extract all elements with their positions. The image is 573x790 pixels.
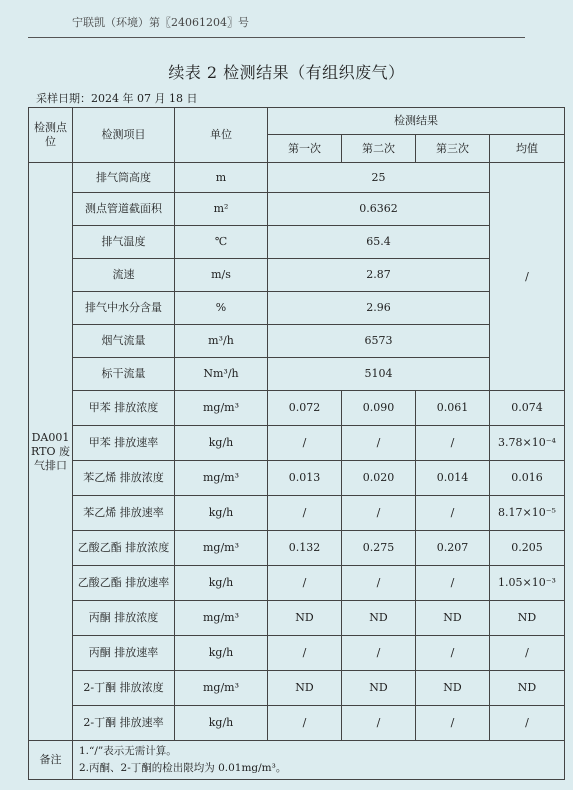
value: 25 xyxy=(268,163,490,193)
average-value: ND xyxy=(490,671,565,706)
unit: kg/h xyxy=(175,636,268,671)
unit: kg/h xyxy=(175,496,268,531)
table-row xyxy=(29,391,565,426)
value: / xyxy=(342,496,416,531)
item-name: 苯乙烯 排放浓度 xyxy=(73,461,175,496)
header-unit: 单位 xyxy=(175,108,268,163)
value: 0.020 xyxy=(342,461,416,496)
value: 65.4 xyxy=(268,226,490,259)
value: / xyxy=(416,566,490,601)
notes-row xyxy=(29,741,565,780)
unit: mg/m³ xyxy=(175,461,268,496)
value: 0.013 xyxy=(268,461,342,496)
average-value: 3.78×10⁻⁴ xyxy=(490,426,565,461)
item-name: 流速 xyxy=(73,259,175,292)
item-name: 烟气流量 xyxy=(73,325,175,358)
item-name: 2-丁酮 排放速率 xyxy=(73,706,175,741)
table-row xyxy=(29,531,565,566)
value: 0.090 xyxy=(342,391,416,426)
unit: kg/h xyxy=(175,706,268,741)
unit: mg/m³ xyxy=(175,531,268,566)
average-value: 8.17×10⁻⁵ xyxy=(490,496,565,531)
value: ND xyxy=(268,671,342,706)
value: / xyxy=(268,426,342,461)
item-name: 丙酮 排放浓度 xyxy=(73,601,175,636)
value: 2.87 xyxy=(268,259,490,292)
table-row xyxy=(29,193,565,226)
item-name: 排气筒高度 xyxy=(73,163,175,193)
value: / xyxy=(342,566,416,601)
header-first: 第一次 xyxy=(268,135,342,163)
notes xyxy=(73,741,565,780)
item-name: 苯乙烯 排放速率 xyxy=(73,496,175,531)
note-line: 2.丙酮、2-丁酮的检出限均为 0.01mg/m³。 xyxy=(79,762,287,774)
value: 0.072 xyxy=(268,391,342,426)
sample-date: 采样日期：2024 年 07 月 18 日 xyxy=(36,92,198,105)
table-row xyxy=(29,706,565,741)
unit: mg/m³ xyxy=(175,391,268,426)
table-row xyxy=(29,461,565,496)
value: / xyxy=(342,426,416,461)
value: 6573 xyxy=(268,325,490,358)
notes-label: 备注 xyxy=(29,741,73,780)
point-name: DA001 RTO 废气排口 xyxy=(29,163,73,741)
item-name: 排气中水分含量 xyxy=(73,292,175,325)
item-name: 标干流量 xyxy=(73,358,175,391)
unit: m xyxy=(175,163,268,193)
value: 0.207 xyxy=(416,531,490,566)
header-third: 第三次 xyxy=(416,135,490,163)
average-value: 0.016 xyxy=(490,461,565,496)
table-row xyxy=(29,259,565,292)
value: 5104 xyxy=(268,358,490,391)
table-row xyxy=(29,325,565,358)
value: / xyxy=(268,566,342,601)
table-row xyxy=(29,226,565,259)
header-results: 检测结果 xyxy=(268,108,565,135)
unit: mg/m³ xyxy=(175,601,268,636)
average-value: 0.205 xyxy=(490,531,565,566)
value: 0.132 xyxy=(268,531,342,566)
header-average: 均值 xyxy=(490,135,565,163)
value: / xyxy=(416,426,490,461)
value: / xyxy=(416,706,490,741)
item-name: 甲苯 排放速率 xyxy=(73,426,175,461)
header-second: 第二次 xyxy=(342,135,416,163)
item-name: 乙酸乙酯 排放速率 xyxy=(73,566,175,601)
value: ND xyxy=(416,671,490,706)
item-name: 2-丁酮 排放浓度 xyxy=(73,671,175,706)
value: ND xyxy=(342,671,416,706)
value: 0.6362 xyxy=(268,193,490,226)
value: 0.061 xyxy=(416,391,490,426)
table-row xyxy=(29,671,565,706)
average-value: / xyxy=(490,636,565,671)
value: / xyxy=(416,496,490,531)
table-row xyxy=(29,358,565,391)
table-row xyxy=(29,496,565,531)
average-value: / xyxy=(490,706,565,741)
table-row xyxy=(29,601,565,636)
report-number: 宁联凯（环境）第〖24061204〗号 xyxy=(72,16,249,29)
value: 0.275 xyxy=(342,531,416,566)
average-value: 1.05×10⁻³ xyxy=(490,566,565,601)
table-row xyxy=(29,636,565,671)
value: / xyxy=(342,636,416,671)
value: ND xyxy=(416,601,490,636)
table-row xyxy=(29,292,565,325)
table-row xyxy=(29,163,565,193)
value: / xyxy=(268,496,342,531)
page-title: 续表 2 检测结果（有组织废气） xyxy=(168,63,405,82)
item-name: 乙酸乙酯 排放浓度 xyxy=(73,531,175,566)
note-line: 1.“/”表示无需计算。 xyxy=(79,745,177,757)
table-row xyxy=(29,426,565,461)
header-divider xyxy=(28,37,525,38)
value: / xyxy=(416,636,490,671)
table-row xyxy=(29,566,565,601)
unit: m² xyxy=(175,193,268,226)
unit: ℃ xyxy=(175,226,268,259)
results-table xyxy=(28,107,565,780)
unit: kg/h xyxy=(175,566,268,601)
unit: m/s xyxy=(175,259,268,292)
value: 2.96 xyxy=(268,292,490,325)
unit: Nm³/h xyxy=(175,358,268,391)
average-value: 0.074 xyxy=(490,391,565,426)
value: / xyxy=(342,706,416,741)
value: / xyxy=(268,706,342,741)
average-value: ND xyxy=(490,601,565,636)
value: ND xyxy=(342,601,416,636)
value: ND xyxy=(268,601,342,636)
item-name: 排气温度 xyxy=(73,226,175,259)
value: 0.014 xyxy=(416,461,490,496)
header-point: 检测点位 xyxy=(29,108,73,163)
unit: mg/m³ xyxy=(175,671,268,706)
average-value: / xyxy=(490,163,565,391)
header-item: 检测项目 xyxy=(73,108,175,163)
item-name: 丙酮 排放速率 xyxy=(73,636,175,671)
unit: % xyxy=(175,292,268,325)
item-name: 测点管道截面积 xyxy=(73,193,175,226)
unit: kg/h xyxy=(175,426,268,461)
item-name: 甲苯 排放浓度 xyxy=(73,391,175,426)
value: / xyxy=(268,636,342,671)
unit: m³/h xyxy=(175,325,268,358)
